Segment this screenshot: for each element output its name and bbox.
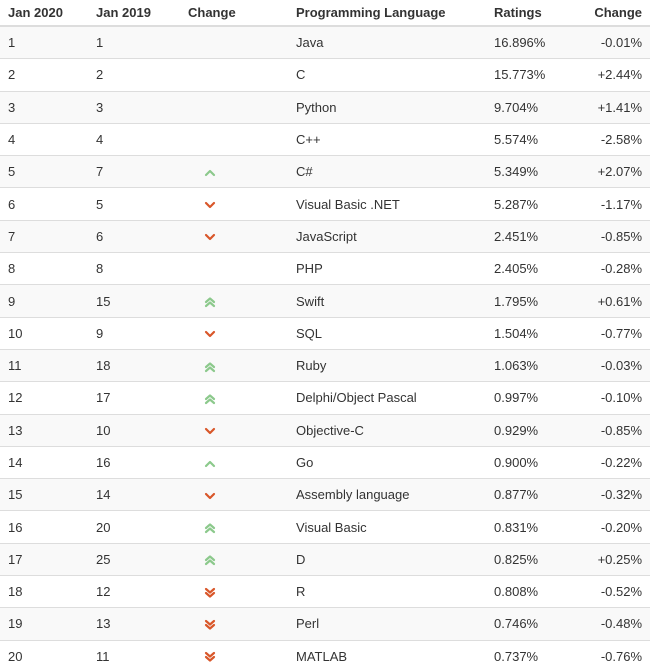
language-name: Python <box>288 91 486 123</box>
double-chevron-down-icon <box>204 651 216 663</box>
table-row <box>0 511 650 543</box>
rating-value: 15.773% <box>486 59 566 91</box>
spacer-cell <box>231 414 288 446</box>
rating-delta: -0.03% <box>566 349 650 381</box>
table-row <box>0 608 650 640</box>
spacer-cell <box>231 543 288 575</box>
rank-2019: 12 <box>88 576 188 608</box>
language-name: C# <box>288 156 486 188</box>
rating-delta: -0.32% <box>566 479 650 511</box>
double-chevron-down-icon <box>204 587 216 599</box>
language-name: Visual Basic .NET <box>288 188 486 220</box>
trend-cell <box>188 382 231 414</box>
rank-2019: 1 <box>88 26 188 59</box>
chevron-up-icon <box>204 458 216 470</box>
rank-2020: 11 <box>0 349 88 381</box>
spacer-cell <box>231 446 288 478</box>
language-name: Go <box>288 446 486 478</box>
table-row <box>0 91 650 123</box>
trend-cell <box>188 511 231 543</box>
table-row <box>0 640 650 672</box>
double-chevron-up-icon <box>204 554 216 566</box>
trend-cell <box>188 156 231 188</box>
trend-cell <box>188 608 231 640</box>
rating-value: 0.746% <box>486 608 566 640</box>
spacer-cell <box>231 156 288 188</box>
rating-value: 0.831% <box>486 511 566 543</box>
col-header-language: Programming Language <box>288 0 486 26</box>
rating-delta: -0.28% <box>566 253 650 285</box>
rank-2020: 19 <box>0 608 88 640</box>
col-header-delta: Change <box>566 0 650 26</box>
rank-2019: 10 <box>88 414 188 446</box>
rating-value: 0.737% <box>486 640 566 672</box>
rank-2019: 5 <box>88 188 188 220</box>
rank-2020: 15 <box>0 479 88 511</box>
spacer-cell <box>231 349 288 381</box>
table-row <box>0 317 650 349</box>
spacer-cell <box>231 511 288 543</box>
double-chevron-down-icon <box>204 619 216 631</box>
rank-2019: 13 <box>88 608 188 640</box>
rank-2019: 20 <box>88 511 188 543</box>
rating-value: 9.704% <box>486 91 566 123</box>
rating-value: 0.825% <box>486 543 566 575</box>
table-row <box>0 479 650 511</box>
table-header-row <box>0 0 650 26</box>
rating-delta: -0.85% <box>566 414 650 446</box>
rank-2019: 11 <box>88 640 188 672</box>
trend-cell <box>188 123 231 155</box>
trend-cell <box>188 317 231 349</box>
chevron-down-icon <box>204 231 216 243</box>
rank-2019: 4 <box>88 123 188 155</box>
language-name: D <box>288 543 486 575</box>
rank-2020: 10 <box>0 317 88 349</box>
language-name: Objective-C <box>288 414 486 446</box>
language-name: Assembly language <box>288 479 486 511</box>
table-row <box>0 123 650 155</box>
trend-cell <box>188 285 231 317</box>
language-name: Visual Basic <box>288 511 486 543</box>
spacer-cell <box>231 26 288 59</box>
table-row <box>0 382 650 414</box>
rank-2019: 18 <box>88 349 188 381</box>
trend-cell <box>188 59 231 91</box>
rating-value: 0.877% <box>486 479 566 511</box>
table-row <box>0 59 650 91</box>
spacer-cell <box>231 123 288 155</box>
table-row <box>0 26 650 59</box>
rank-2020: 17 <box>0 543 88 575</box>
rank-2020: 4 <box>0 123 88 155</box>
rating-value: 5.349% <box>486 156 566 188</box>
rank-2020: 18 <box>0 576 88 608</box>
double-chevron-up-icon <box>204 296 216 308</box>
rank-2019: 9 <box>88 317 188 349</box>
spacer-cell <box>231 188 288 220</box>
table-row <box>0 543 650 575</box>
table-row <box>0 349 650 381</box>
rank-2019: 14 <box>88 479 188 511</box>
rank-2019: 16 <box>88 446 188 478</box>
spacer-cell <box>231 479 288 511</box>
language-name: C++ <box>288 123 486 155</box>
language-name: R <box>288 576 486 608</box>
chevron-up-icon <box>204 167 216 179</box>
rank-2020: 8 <box>0 253 88 285</box>
table-row <box>0 414 650 446</box>
chevron-down-icon <box>204 425 216 437</box>
rank-2020: 1 <box>0 26 88 59</box>
spacer-cell <box>231 91 288 123</box>
table-row <box>0 188 650 220</box>
double-chevron-up-icon <box>204 393 216 405</box>
rating-value: 16.896% <box>486 26 566 59</box>
spacer-cell <box>231 640 288 672</box>
language-name: Java <box>288 26 486 59</box>
rating-delta: +2.44% <box>566 59 650 91</box>
chevron-down-icon <box>204 328 216 340</box>
double-chevron-up-icon <box>204 361 216 373</box>
rating-delta: -2.58% <box>566 123 650 155</box>
rank-2019: 17 <box>88 382 188 414</box>
col-header-jan2019: Jan 2019 <box>88 0 188 26</box>
rating-delta: +0.25% <box>566 543 650 575</box>
language-name: PHP <box>288 253 486 285</box>
spacer-cell <box>231 59 288 91</box>
trend-cell <box>188 188 231 220</box>
rank-2019: 2 <box>88 59 188 91</box>
spacer-cell <box>231 576 288 608</box>
table-body <box>0 26 650 672</box>
rating-value: 2.405% <box>486 253 566 285</box>
rank-2020: 6 <box>0 188 88 220</box>
language-name: JavaScript <box>288 220 486 252</box>
chevron-down-icon <box>204 199 216 211</box>
rating-value: 1.795% <box>486 285 566 317</box>
rating-delta: +1.41% <box>566 91 650 123</box>
rank-2020: 13 <box>0 414 88 446</box>
double-chevron-up-icon <box>204 522 216 534</box>
table-row <box>0 576 650 608</box>
trend-cell <box>188 576 231 608</box>
trend-cell <box>188 253 231 285</box>
language-name: Swift <box>288 285 486 317</box>
table-row <box>0 156 650 188</box>
language-name: C <box>288 59 486 91</box>
rank-2020: 12 <box>0 382 88 414</box>
chevron-down-icon <box>204 490 216 502</box>
rating-value: 5.287% <box>486 188 566 220</box>
rating-value: 2.451% <box>486 220 566 252</box>
spacer-cell <box>231 608 288 640</box>
table-row <box>0 285 650 317</box>
rank-2019: 6 <box>88 220 188 252</box>
rank-2020: 9 <box>0 285 88 317</box>
spacer-cell <box>231 220 288 252</box>
language-name: SQL <box>288 317 486 349</box>
col-header-ratings: Ratings <box>486 0 566 26</box>
rating-delta: -0.01% <box>566 26 650 59</box>
trend-cell <box>188 446 231 478</box>
rating-delta: -0.22% <box>566 446 650 478</box>
rating-delta: -0.85% <box>566 220 650 252</box>
rating-value: 0.808% <box>486 576 566 608</box>
table-row <box>0 220 650 252</box>
rating-value: 1.504% <box>486 317 566 349</box>
spacer-cell <box>231 317 288 349</box>
rank-2020: 20 <box>0 640 88 672</box>
trend-cell <box>188 543 231 575</box>
rating-delta: -0.76% <box>566 640 650 672</box>
rating-value: 0.997% <box>486 382 566 414</box>
trend-cell <box>188 479 231 511</box>
language-name: Delphi/Object Pascal <box>288 382 486 414</box>
rank-2019: 25 <box>88 543 188 575</box>
rank-2019: 3 <box>88 91 188 123</box>
rating-delta: -0.10% <box>566 382 650 414</box>
rating-value: 0.900% <box>486 446 566 478</box>
rating-delta: +2.07% <box>566 156 650 188</box>
trend-cell <box>188 640 231 672</box>
rating-delta: -0.20% <box>566 511 650 543</box>
rating-delta: -0.48% <box>566 608 650 640</box>
spacer-cell <box>231 253 288 285</box>
rank-2019: 8 <box>88 253 188 285</box>
rating-delta: -0.77% <box>566 317 650 349</box>
language-name: Ruby <box>288 349 486 381</box>
trend-cell <box>188 91 231 123</box>
rank-2020: 14 <box>0 446 88 478</box>
trend-cell <box>188 26 231 59</box>
rating-value: 1.063% <box>486 349 566 381</box>
rating-value: 5.574% <box>486 123 566 155</box>
rank-2020: 16 <box>0 511 88 543</box>
rating-value: 0.929% <box>486 414 566 446</box>
trend-cell <box>188 220 231 252</box>
spacer-cell <box>231 285 288 317</box>
language-name: MATLAB <box>288 640 486 672</box>
rank-2020: 5 <box>0 156 88 188</box>
language-name: Perl <box>288 608 486 640</box>
trend-cell <box>188 414 231 446</box>
rating-delta: +0.61% <box>566 285 650 317</box>
rank-2020: 2 <box>0 59 88 91</box>
rank-2019: 7 <box>88 156 188 188</box>
rank-2020: 7 <box>0 220 88 252</box>
rank-2020: 3 <box>0 91 88 123</box>
rank-2019: 15 <box>88 285 188 317</box>
col-header-jan2020: Jan 2020 <box>0 0 88 26</box>
rating-delta: -1.17% <box>566 188 650 220</box>
trend-cell <box>188 349 231 381</box>
rating-delta: -0.52% <box>566 576 650 608</box>
spacer-cell <box>231 382 288 414</box>
table-row <box>0 446 650 478</box>
col-header-change: Change <box>188 0 288 26</box>
table-row <box>0 253 650 285</box>
